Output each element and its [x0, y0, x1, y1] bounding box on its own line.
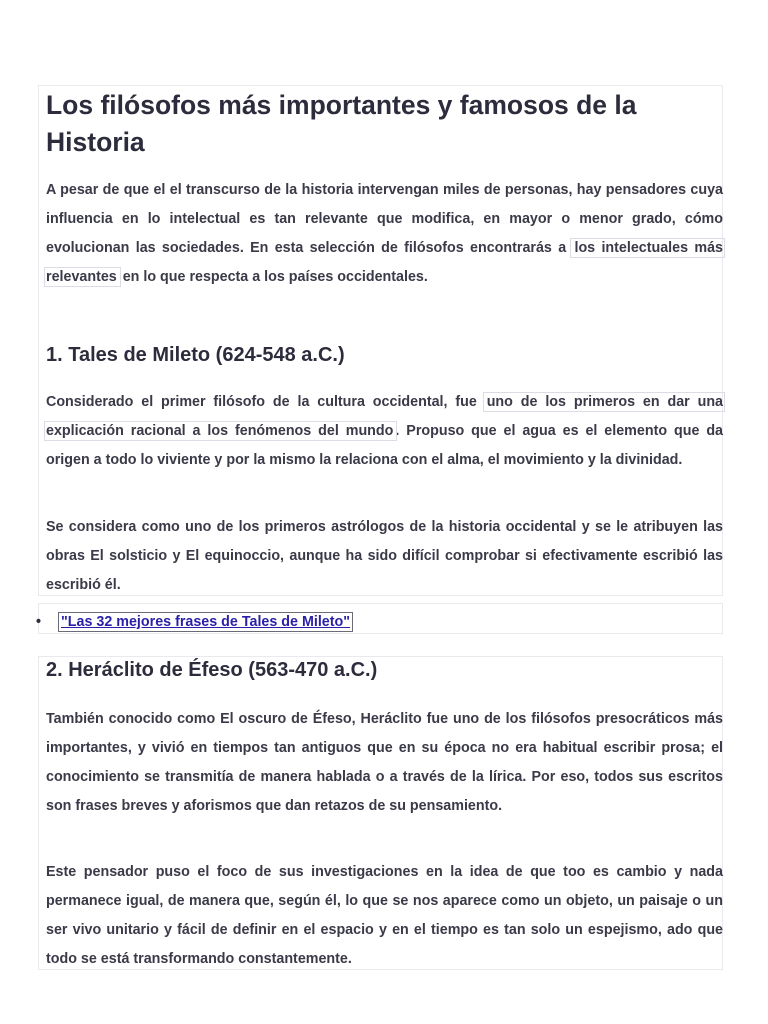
- tales-text-end: . Propuso que el agua es el elemento que da origen a todo lo viviente y por la mismo la relaciona con el alma, el movimiento y la divinidad.: [46, 423, 724, 468]
- related-list-item: [36, 611, 353, 633]
- tales-text-start: Considerado el primer filósofo de la cultura occidental, fue: [46, 394, 485, 410]
- intellectuals-link[interactable]: los intelectuales más relevantes: [46, 240, 723, 285]
- section-heading-tales: 1. Tales de Mileto (624-548 a.C.): [46, 344, 345, 366]
- article-title: Los filósofos más importantes y famosos de la Historia: [46, 90, 637, 157]
- section-heading-heraclito: 2. Heráclito de Éfeso (563-470 a.C.): [46, 659, 378, 681]
- tales-paragraph-2: Se considera como uno de los primeros astrólogos de la historia occidental y se le atribuyen las obras El solsticio y El equinoccio, aunque ha sido difícil comprobar si efectivamente escribió las escribió él.: [46, 519, 723, 593]
- heraclito-paragraph-2: Este pensador puso el foco de sus investigaciones en la idea de que too es cambio y nada permanece igual, de manera que, según él, lo que se nos aparece como un objeto, un paisaje o un ser vivo unitario y fácil de definir en el espacio y en el tiempo es tan solo un espejismo, ado que todo se está transformando constantemente.: [46, 864, 723, 967]
- intro-paragraph: [46, 176, 723, 292]
- intro-text-start: A pesar de que el el transcurso de la historia intervengan miles de personas, hay pensadores cuya influencia en lo intelectual es tan relevante que modifica, en mayor o menor grado, cómo evolucionan las sociedades. En esta selección de filósofos encontrarás a: [46, 182, 723, 256]
- bullet-icon: •: [36, 614, 42, 630]
- tales-quotes-link[interactable]: "Las 32 mejores frases de Tales de Mileto": [58, 612, 353, 632]
- intro-text-end: en lo que respecta a los países occidentales.: [118, 269, 428, 285]
- rational-explanation-link[interactable]: uno de los primeros en dar una explicación racional a los fenómenos del mundo: [46, 394, 723, 439]
- tales-paragraph-1: [46, 388, 723, 475]
- heraclito-paragraph-1: También conocido como El oscuro de Éfeso, Heráclito fue uno de los filósofos presocráticos más importantes, y vivió en tiempos tan antiguos que en su época no era habitual escribir prosa; el conocimiento se transmitía de manera hablada o a través de la lírica. Por eso, todos sus escritos son frases breves y aforismos que dan retazos de su pensamiento.: [46, 711, 723, 814]
